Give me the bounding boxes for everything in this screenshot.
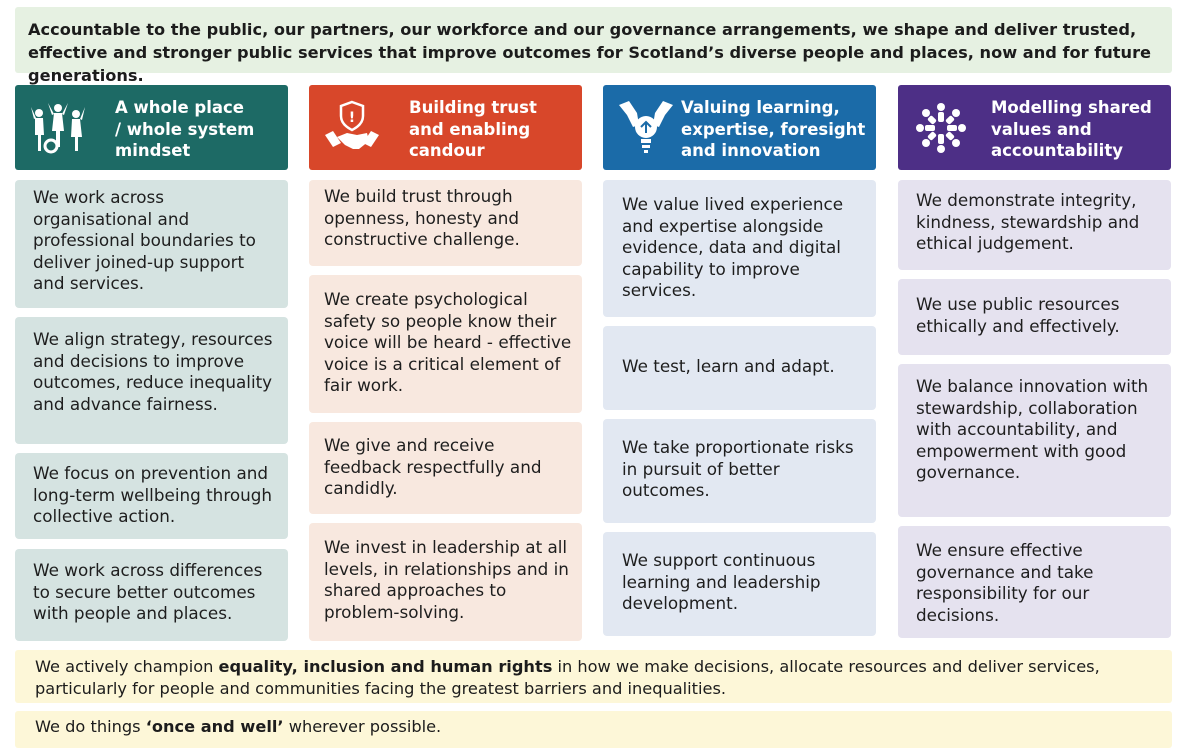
column-building-trust [309, 85, 582, 622]
card: We align strategy, resources and decisions to improve outcomes, reduce inequality and advance fairness. [15, 317, 288, 444]
top-banner [15, 7, 1172, 85]
column-title [409, 97, 576, 162]
people-circle-icon [912, 99, 970, 157]
column-header [15, 85, 288, 170]
title-line: mindset [115, 141, 191, 160]
banner-text-bold: ‘once and well’ [145, 717, 284, 736]
card: We work across differences to secure better outcomes with people and places. [15, 549, 288, 641]
column-header [898, 85, 1171, 170]
handshake-shield-icon [323, 99, 381, 157]
column-header [309, 85, 582, 170]
title-line: accountability [991, 141, 1123, 160]
card: We balance innovation with stewardship, collaboration with accountability, and empowerment with good governance. [898, 364, 1171, 517]
banner-text-suffix: wherever possible. [283, 717, 442, 736]
card: We create psychological safety so people know their voice will be heard - effective voice is a critical element of fair work. [309, 275, 582, 413]
banner-text-prefix: We actively champion [35, 657, 219, 676]
people-group-icon [29, 99, 87, 157]
column-valuing-learning [603, 85, 876, 614]
title-line: A whole place [115, 98, 245, 117]
column-header [603, 85, 876, 170]
title-line: and innovation [681, 141, 821, 160]
column-title [115, 97, 282, 162]
column-title [681, 97, 870, 162]
title-line: and enabling [409, 119, 531, 139]
equality-banner [15, 650, 1172, 703]
card: We test, learn and adapt. [603, 326, 876, 410]
title-line: Building trust [409, 98, 537, 117]
column-whole-place [15, 85, 288, 624]
title-line: candour [409, 141, 485, 160]
once-and-well-banner [15, 711, 1172, 748]
title-line: Valuing learning, [681, 98, 840, 117]
banner-text-prefix: We do things [35, 717, 146, 736]
card: We invest in leadership at all levels, in relationships and in shared approaches to problem-solving. [309, 523, 582, 641]
card: We work across organisational and professional boundaries to deliver joined-up support and services. [15, 180, 288, 308]
card: We build trust through openness, honesty and constructive challenge. [309, 180, 582, 266]
title-line: expertise, foresight [681, 119, 866, 139]
banner-text-bold: equality, inclusion and human rights [218, 657, 553, 676]
column-title [991, 97, 1165, 162]
svg-text:!: ! [348, 110, 356, 126]
column-modelling-values [898, 85, 1171, 625]
top-banner-text: Accountable to the public, our partners, our workforce and our governance arrangements, we shape and deliver trusted, effective and stronger public services that improve outcomes for Scotland’s diverse people and places, now and for future generations. [28, 20, 1152, 85]
card: We give and receive feedback respectfully and candidly. [309, 422, 582, 514]
banner-text-suffix: in how we make decisions, allocate resources and deliver services, particularly for people and communities facing the greatest barriers and inequalities. [35, 657, 1100, 698]
card: We value lived experience and expertise alongside evidence, data and digital capability to improve services. [603, 180, 876, 317]
card: We take proportionate risks in pursuit of better outcomes. [603, 419, 876, 523]
card: We focus on prevention and long-term wellbeing through collective action. [15, 453, 288, 539]
card: We support continuous learning and leadership development. [603, 532, 876, 636]
card: We use public resources ethically and effectively. [898, 279, 1171, 355]
title-line: Modelling shared [991, 98, 1152, 117]
lightbulb-hands-icon [617, 99, 675, 157]
card: We demonstrate integrity, kindness, stewardship and ethical judgement. [898, 180, 1171, 270]
card: We ensure effective governance and take responsibility for our decisions. [898, 526, 1171, 638]
title-line: values and [991, 119, 1092, 139]
title-line: / whole system [115, 119, 255, 139]
